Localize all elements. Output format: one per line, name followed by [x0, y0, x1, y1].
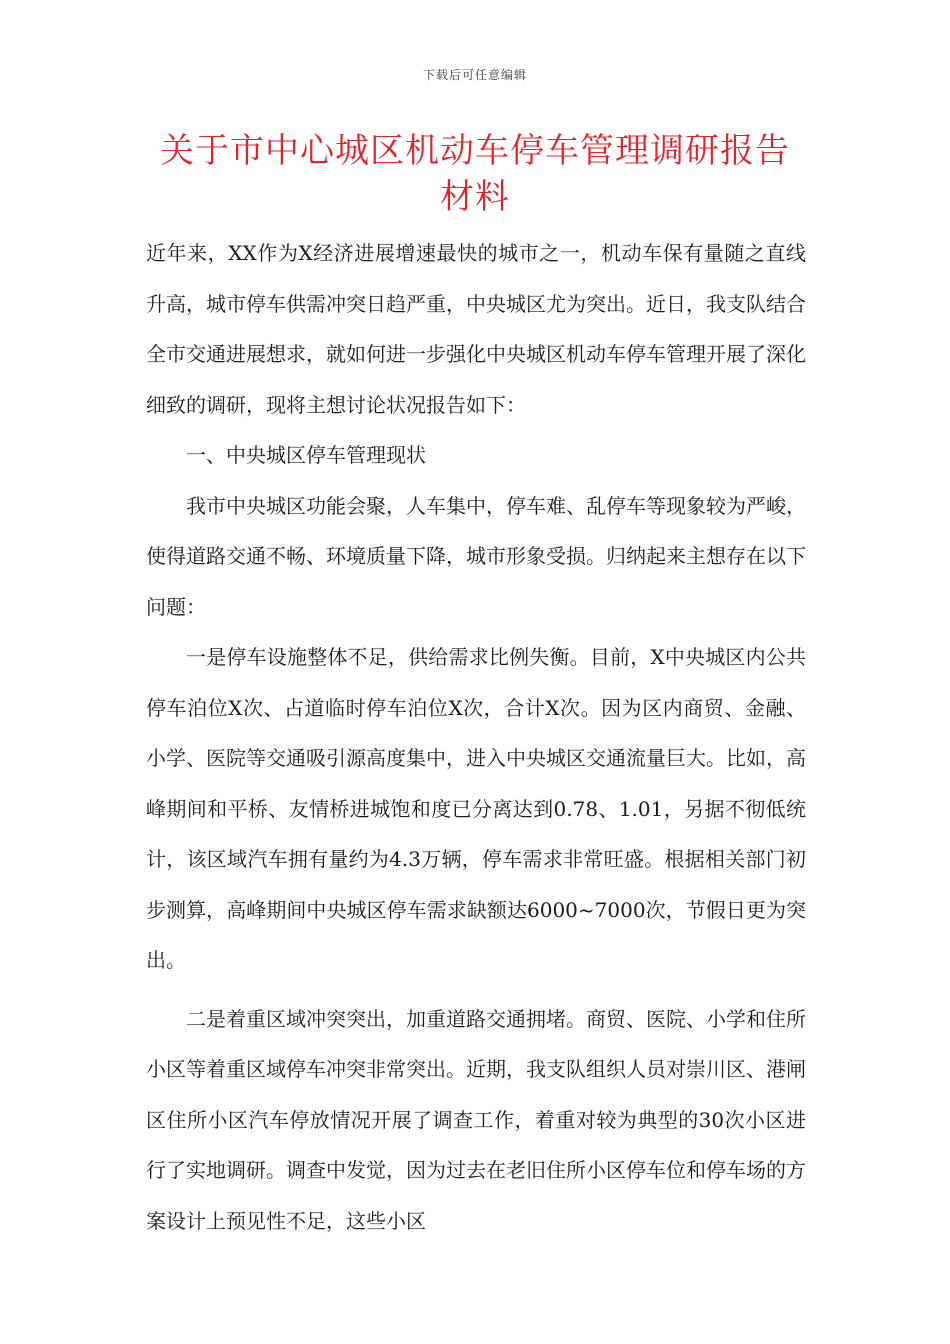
- document-title: [130, 128, 820, 220]
- paragraph-point-one: 一是停车设施整体不足，供给需求比例失衡。目前，X中央城区内公共停车泊位X次、占道临时停车泊位X次，合计X次。因为区内商贸、金融、小学、医院等交通吸引源高度集中，进入中央城区交通流量巨大。比如，高峰期间和平桥、友情桥进城饱和度已分离达到0.78、1.01，另据不彻低统计，该区域汽车拥有量约为4.3万辆，停车需求非常旺盛。根据相关部门初步测算，高峰期间中央城区停车需求缺额达6000~7000次，节假日更为突出。: [146, 645, 806, 972]
- document-title-line-1: 关于市中心城区机动车停车管理调研报告: [160, 131, 790, 171]
- paragraph-point-two: 二是着重区域冲突突出，加重道路交通拥堵。商贸、医院、小学和住所小区等着重区域停车冲突非常突出。近期，我支队组织人员对崇川区、港闸区住所小区汽车停放情况开展了调查工作，着重对较为典型的30次小区进行了实地调研。调查中发觉，因为过去在老旧住所小区停车位和停车场的方案设计上预见性不足，这些小区: [146, 1006, 806, 1233]
- paragraph-problems-summary: 我市中央城区功能会聚，人车集中，停车难、乱停车等现象较为严峻，使得道路交通不畅、环境质量下降，城市形象受损。归纳起来主想存在以下问题：: [146, 493, 806, 619]
- paragraph-intro: 近年来，XX作为X经济进展增速最快的城市之一，机动车保有量随之直线升高，城市停车供需冲突日趋严重，中央城区尤为突出。近日，我支队结合全市交通进展想求，就如何进一步强化中央城区机动车停车管理开展了深化细致的调研，现将主想讨论状况报告如下：: [146, 241, 806, 417]
- document-title-line-2: 材料: [440, 177, 510, 217]
- section-heading: 一、中央城区停车管理现状: [186, 443, 426, 467]
- header-note: 下载后可任意编辑: [422, 68, 527, 82]
- document-body: [146, 228, 806, 1246]
